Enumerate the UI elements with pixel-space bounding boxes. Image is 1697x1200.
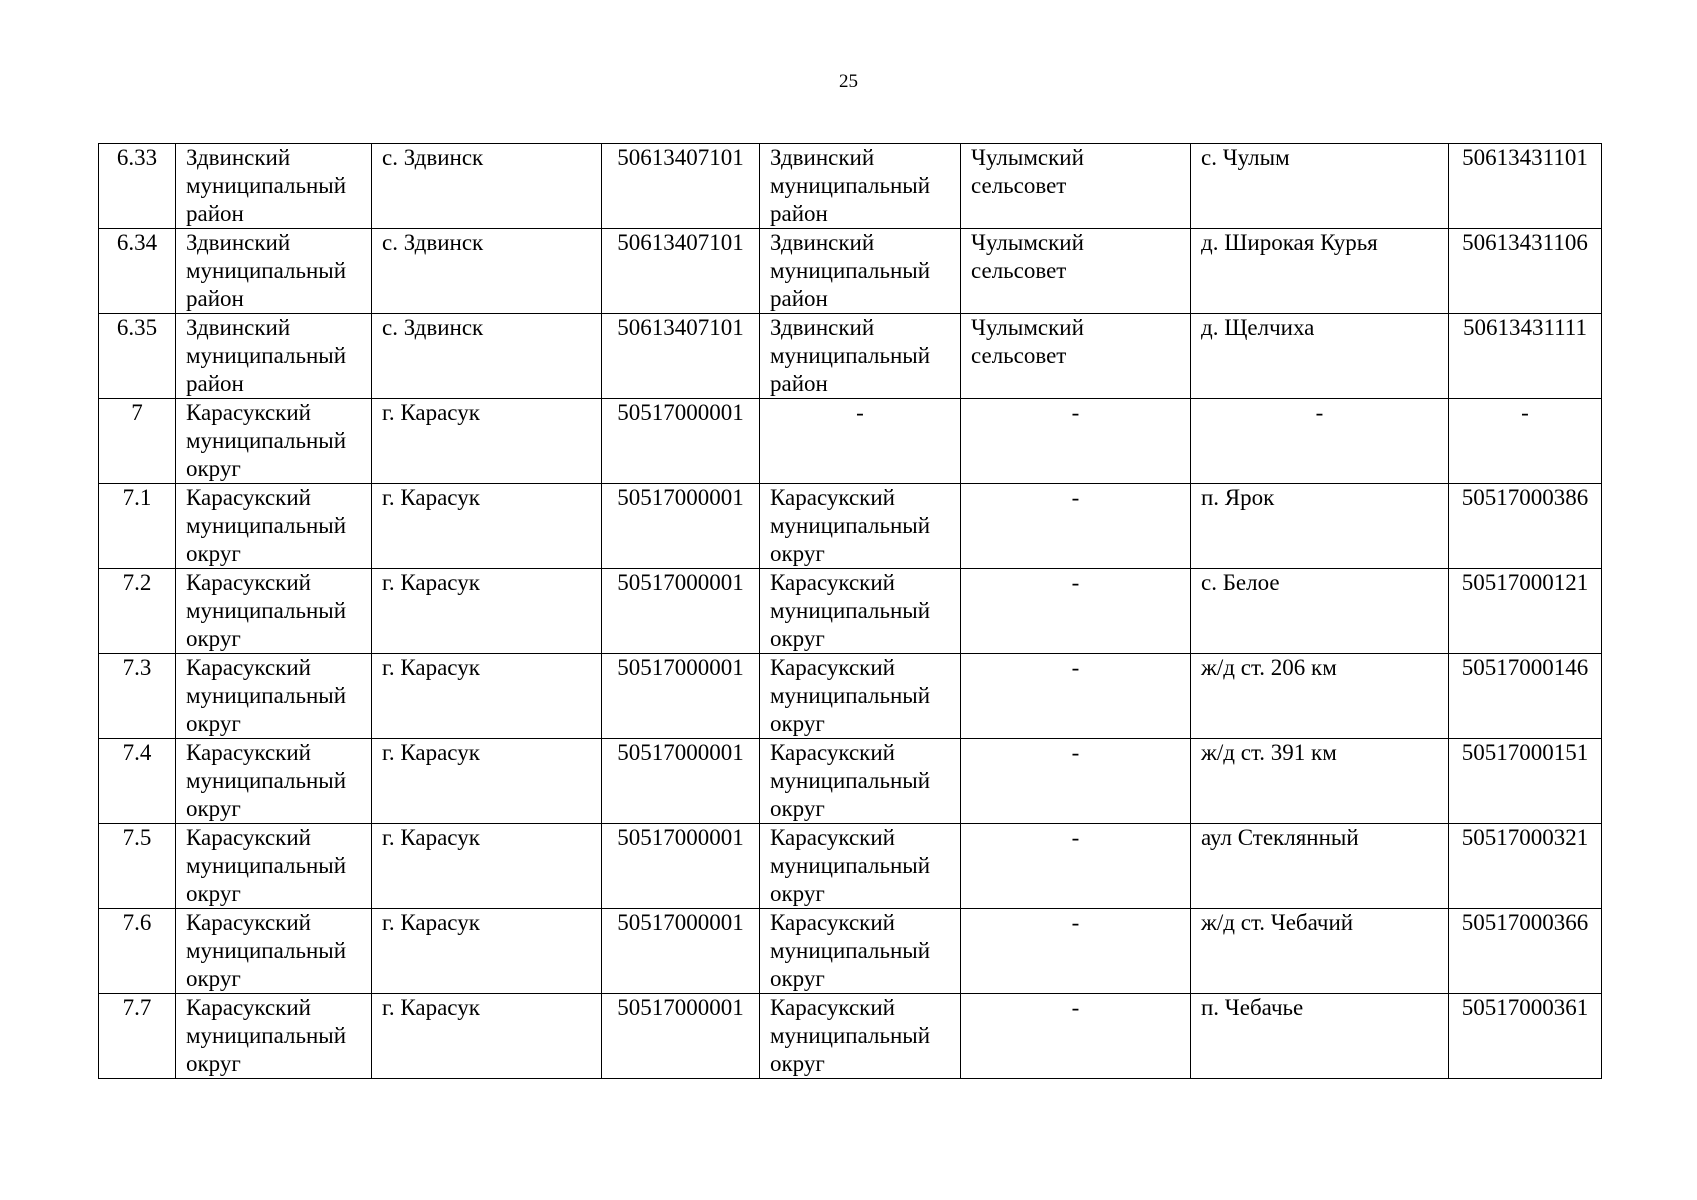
cell-sub-municipality	[760, 909, 961, 994]
cell-center-code: 50517000001	[602, 824, 760, 909]
cell-center: г. Карасук	[372, 399, 602, 484]
cell-center: г. Карасук	[372, 739, 602, 824]
cell-number: 7.5	[99, 824, 176, 909]
cell-settlement-line: сельсовет	[971, 173, 1067, 198]
cell-center: г. Карасук	[372, 824, 602, 909]
cell-sub-municipality-line: муниципальный	[770, 1023, 931, 1048]
cell-number: 7.1	[99, 484, 176, 569]
cell-center-code: 50517000001	[602, 399, 760, 484]
cell-settlement	[961, 824, 1191, 909]
cell-municipality-line: муниципальный	[186, 1023, 347, 1048]
cell-settlement-line: -	[1071, 570, 1080, 595]
cell-center: г. Карасук	[372, 909, 602, 994]
cell-number: 7.7	[99, 994, 176, 1079]
cell-settlement	[961, 654, 1191, 739]
cell-locality-code: -	[1449, 399, 1602, 484]
cell-center-code: 50517000001	[602, 569, 760, 654]
cell-sub-municipality-line: муниципальный	[770, 768, 931, 793]
cell-sub-municipality-line: муниципальный	[770, 853, 931, 878]
cell-municipality-line: муниципальный	[186, 428, 347, 453]
cell-number: 6.35	[99, 314, 176, 399]
cell-sub-municipality-line: Здвинский	[770, 145, 875, 170]
cell-settlement	[961, 399, 1191, 484]
cell-sub-municipality-line: Здвинский	[770, 230, 875, 255]
table-body	[99, 144, 1602, 1079]
cell-center-code: 50517000001	[602, 909, 760, 994]
cell-locality: п. Чебачье	[1191, 994, 1449, 1079]
cell-settlement-line: -	[1071, 740, 1080, 765]
cell-municipality	[176, 229, 372, 314]
cell-sub-municipality-line: -	[856, 400, 864, 425]
cell-sub-municipality-line: муниципальный	[770, 173, 931, 198]
cell-settlement-line: -	[1071, 910, 1080, 935]
cell-center-code: 50517000001	[602, 484, 760, 569]
cell-settlement	[961, 994, 1191, 1079]
cell-locality: -	[1191, 399, 1449, 484]
cell-sub-municipality-line: округ	[770, 966, 825, 991]
cell-settlement	[961, 739, 1191, 824]
cell-sub-municipality-line: Карасукский	[770, 655, 895, 680]
cell-locality: аул Стеклянный	[1191, 824, 1449, 909]
cell-sub-municipality-line: Карасукский	[770, 910, 895, 935]
cell-municipality-line: муниципальный	[186, 173, 347, 198]
cell-sub-municipality	[760, 399, 961, 484]
cell-center: г. Карасук	[372, 569, 602, 654]
table-row	[99, 314, 1602, 399]
cell-sub-municipality-line: округ	[770, 711, 825, 736]
cell-municipality	[176, 399, 372, 484]
cell-sub-municipality-line: Карасукский	[770, 995, 895, 1020]
cell-settlement-line: -	[1071, 825, 1080, 850]
cell-number: 7.4	[99, 739, 176, 824]
cell-locality: ж/д ст. 391 км	[1191, 739, 1449, 824]
cell-municipality	[176, 484, 372, 569]
cell-municipality-line: округ	[186, 1051, 241, 1076]
cell-municipality-line: округ	[186, 711, 241, 736]
cell-municipality-line: округ	[186, 626, 241, 651]
cell-municipality-line: Карасукский	[186, 740, 311, 765]
cell-municipality	[176, 824, 372, 909]
cell-municipality	[176, 739, 372, 824]
cell-sub-municipality-line: район	[770, 201, 828, 226]
table-row	[99, 994, 1602, 1079]
cell-sub-municipality-line: район	[770, 371, 828, 396]
page-number: 25	[839, 71, 858, 92]
cell-locality-code: 50613431101	[1449, 144, 1602, 229]
cell-center-code: 50613407101	[602, 229, 760, 314]
table-row	[99, 654, 1602, 739]
cell-number: 6.34	[99, 229, 176, 314]
cell-locality: ж/д ст. Чебачий	[1191, 909, 1449, 994]
cell-municipality-line: Карасукский	[186, 485, 311, 510]
cell-sub-municipality-line: муниципальный	[770, 513, 931, 538]
cell-sub-municipality	[760, 569, 961, 654]
cell-municipality-line: Здвинский	[186, 315, 291, 340]
cell-municipality	[176, 314, 372, 399]
cell-municipality-line: Карасукский	[186, 995, 311, 1020]
cell-municipality	[176, 144, 372, 229]
cell-settlement-line: Чулымский	[971, 230, 1084, 255]
cell-sub-municipality	[760, 654, 961, 739]
cell-municipality-line: муниципальный	[186, 853, 347, 878]
cell-sub-municipality	[760, 994, 961, 1079]
cell-sub-municipality-line: округ	[770, 796, 825, 821]
cell-municipality-line: округ	[186, 541, 241, 566]
cell-locality: д. Щелчиха	[1191, 314, 1449, 399]
cell-municipality-line: муниципальный	[186, 683, 347, 708]
cell-sub-municipality-line: Здвинский	[770, 315, 875, 340]
cell-sub-municipality-line: округ	[770, 541, 825, 566]
cell-municipality-line: округ	[186, 881, 241, 906]
cell-municipality-line: округ	[186, 796, 241, 821]
cell-sub-municipality-line: Карасукский	[770, 570, 895, 595]
cell-municipality-line: район	[186, 371, 244, 396]
cell-center: с. Здвинск	[372, 144, 602, 229]
table-row	[99, 484, 1602, 569]
cell-settlement-line: -	[1071, 400, 1080, 425]
cell-municipality-line: Карасукский	[186, 400, 311, 425]
cell-number: 7.3	[99, 654, 176, 739]
cell-municipality	[176, 654, 372, 739]
cell-sub-municipality	[760, 739, 961, 824]
cell-sub-municipality	[760, 314, 961, 399]
cell-locality-code: 50613431111	[1449, 314, 1602, 399]
cell-settlement-line: сельсовет	[971, 258, 1067, 283]
cell-sub-municipality	[760, 229, 961, 314]
cell-sub-municipality-line: муниципальный	[770, 343, 931, 368]
cell-sub-municipality-line: муниципальный	[770, 683, 931, 708]
cell-settlement-line: -	[1071, 995, 1080, 1020]
cell-locality: с. Чулым	[1191, 144, 1449, 229]
cell-sub-municipality-line: округ	[770, 881, 825, 906]
cell-center: г. Карасук	[372, 994, 602, 1079]
cell-settlement	[961, 314, 1191, 399]
cell-municipality-line: муниципальный	[186, 258, 347, 283]
cell-settlement	[961, 484, 1191, 569]
table-row	[99, 399, 1602, 484]
cell-locality-code: 50517000121	[1449, 569, 1602, 654]
cell-locality: ж/д ст. 206 км	[1191, 654, 1449, 739]
cell-sub-municipality-line: округ	[770, 626, 825, 651]
cell-center-code: 50517000001	[602, 739, 760, 824]
cell-sub-municipality-line: округ	[770, 1051, 825, 1076]
table-row	[99, 144, 1602, 229]
table-row	[99, 569, 1602, 654]
table-row	[99, 824, 1602, 909]
cell-sub-municipality-line: муниципальный	[770, 258, 931, 283]
table-row	[99, 739, 1602, 824]
cell-municipality-line: Здвинский	[186, 230, 291, 255]
cell-sub-municipality-line: муниципальный	[770, 598, 931, 623]
cell-settlement	[961, 909, 1191, 994]
cell-locality-code: 50517000146	[1449, 654, 1602, 739]
cell-center-code: 50613407101	[602, 314, 760, 399]
cell-municipality	[176, 569, 372, 654]
table-row	[99, 229, 1602, 314]
cell-settlement	[961, 144, 1191, 229]
cell-municipality-line: округ	[186, 966, 241, 991]
cell-sub-municipality	[760, 824, 961, 909]
cell-center: г. Карасук	[372, 484, 602, 569]
cell-municipality-line: округ	[186, 456, 241, 481]
cell-locality-code: 50517000386	[1449, 484, 1602, 569]
cell-sub-municipality-line: Карасукский	[770, 485, 895, 510]
cell-settlement-line: -	[1071, 655, 1080, 680]
cell-municipality-line: район	[186, 286, 244, 311]
cell-settlement	[961, 569, 1191, 654]
cell-municipality-line: муниципальный	[186, 938, 347, 963]
cell-locality-code: 50517000366	[1449, 909, 1602, 994]
cell-number: 7	[99, 399, 176, 484]
cell-locality: с. Белое	[1191, 569, 1449, 654]
cell-municipality-line: муниципальный	[186, 513, 347, 538]
cell-municipality-line: муниципальный	[186, 768, 347, 793]
table-row	[99, 909, 1602, 994]
cell-center: г. Карасук	[372, 654, 602, 739]
cell-sub-municipality-line: муниципальный	[770, 938, 931, 963]
cell-center-code: 50517000001	[602, 654, 760, 739]
cell-center-code: 50613407101	[602, 144, 760, 229]
cell-center: с. Здвинск	[372, 314, 602, 399]
cell-municipality-line: район	[186, 201, 244, 226]
cell-municipality	[176, 909, 372, 994]
cell-settlement-line: Чулымский	[971, 145, 1084, 170]
cell-settlement-line: Чулымский	[971, 315, 1084, 340]
cell-municipality-line: Карасукский	[186, 655, 311, 680]
cell-sub-municipality-line: район	[770, 286, 828, 311]
cell-locality: д. Широкая Курья	[1191, 229, 1449, 314]
cell-sub-municipality	[760, 144, 961, 229]
cell-settlement	[961, 229, 1191, 314]
cell-locality: п. Ярок	[1191, 484, 1449, 569]
settlements-table	[98, 143, 1602, 1079]
cell-municipality-line: муниципальный	[186, 343, 347, 368]
cell-number: 7.6	[99, 909, 176, 994]
cell-locality-code: 50517000321	[1449, 824, 1602, 909]
cell-center-code: 50517000001	[602, 994, 760, 1079]
cell-municipality-line: Карасукский	[186, 910, 311, 935]
cell-municipality-line: муниципальный	[186, 598, 347, 623]
cell-locality-code: 50613431106	[1449, 229, 1602, 314]
cell-municipality-line: Здвинский	[186, 145, 291, 170]
cell-municipality	[176, 994, 372, 1079]
cell-municipality-line: Карасукский	[186, 825, 311, 850]
cell-sub-municipality-line: Карасукский	[770, 825, 895, 850]
cell-number: 6.33	[99, 144, 176, 229]
cell-municipality-line: Карасукский	[186, 570, 311, 595]
cell-locality-code: 50517000151	[1449, 739, 1602, 824]
cell-number: 7.2	[99, 569, 176, 654]
cell-sub-municipality-line: Карасукский	[770, 740, 895, 765]
cell-center: с. Здвинск	[372, 229, 602, 314]
cell-locality-code: 50517000361	[1449, 994, 1602, 1079]
cell-sub-municipality	[760, 484, 961, 569]
cell-settlement-line: сельсовет	[971, 343, 1067, 368]
cell-settlement-line: -	[1071, 485, 1080, 510]
